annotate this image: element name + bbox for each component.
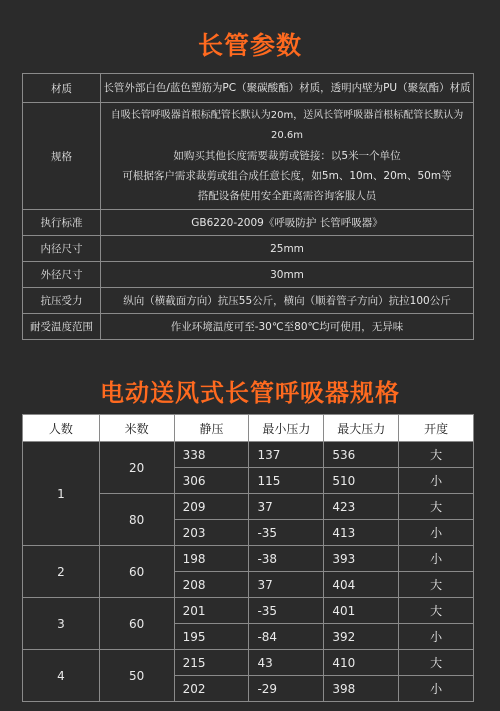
- opening-cell: 小: [399, 468, 474, 494]
- spec-row: [23, 288, 474, 314]
- static-cell: 202: [174, 676, 249, 702]
- people-cell: 3: [23, 598, 100, 650]
- spec-key: 耐受温度范围: [23, 314, 101, 340]
- min-cell: 37: [249, 572, 324, 598]
- opening-cell: 大: [399, 598, 474, 624]
- spec-row: [23, 314, 474, 340]
- min-cell: -35: [249, 520, 324, 546]
- table-row: [23, 650, 474, 676]
- spec-value: [101, 74, 474, 103]
- max-cell: 536: [324, 442, 399, 468]
- static-cell: 201: [174, 598, 249, 624]
- opening-cell: 大: [399, 572, 474, 598]
- static-cell: 198: [174, 546, 249, 572]
- col-header-max-pressure: 最大压力: [324, 415, 399, 442]
- spec-line: 搭配设备使用安全距离需咨询客服人员: [197, 190, 377, 202]
- spec-row: [23, 236, 474, 262]
- spec-value: [101, 314, 474, 340]
- spec-key: 材质: [23, 74, 101, 103]
- people-cell: 2: [23, 546, 100, 598]
- table-row: [23, 546, 474, 572]
- static-cell: 306: [174, 468, 249, 494]
- spec-line: 纵向（横截面方向）抗压55公斤，横向（顺着管子方向）抗拉100公斤: [123, 294, 451, 307]
- max-cell: 510: [324, 468, 399, 494]
- blower-spec-table: [22, 414, 474, 702]
- min-cell: -84: [249, 624, 324, 650]
- static-cell: 215: [174, 650, 249, 676]
- spec-line: 长管外部白色/蓝色塑筋为PC（聚碳酸酯）材质，透明内壁为PU（聚氨酯）材质: [103, 82, 471, 94]
- spec-key: 规格: [23, 103, 101, 210]
- hose-parameters-table: [22, 73, 474, 340]
- opening-cell: 大: [399, 442, 474, 468]
- max-cell: 423: [324, 494, 399, 520]
- spec-key: 执行标准: [23, 210, 101, 236]
- opening-cell: 大: [399, 494, 474, 520]
- spec-line: 25mm: [270, 242, 304, 255]
- blower-spec-title: 电动送风式长管呼吸器规格: [100, 379, 400, 407]
- meters-cell: 60: [99, 598, 174, 650]
- meters-cell: 60: [99, 546, 174, 598]
- min-cell: -29: [249, 676, 324, 702]
- max-cell: 413: [324, 520, 399, 546]
- col-header-people: 人数: [23, 415, 100, 442]
- spec-line: 作业环境温度可至-30℃至80℃均可使用，无异味: [170, 320, 404, 333]
- hose-parameters-title: 长管参数: [197, 31, 302, 60]
- max-cell: 393: [324, 546, 399, 572]
- spec-line: 30mm: [270, 268, 304, 281]
- spec-value: [101, 210, 474, 236]
- spec-value: [101, 288, 474, 314]
- spec-line: GB6220-2009《呼吸防护 长管呼吸器》: [191, 216, 383, 229]
- meters-cell: 80: [99, 494, 174, 546]
- min-cell: 137: [249, 442, 324, 468]
- col-header-opening: 开度: [399, 415, 474, 442]
- spec-line: 可根据客户需求裁剪或组合成任意长度，如5m、10m、20m、50m等: [122, 170, 452, 182]
- min-cell: -38: [249, 546, 324, 572]
- spec-row: [23, 210, 474, 236]
- static-cell: 208: [174, 572, 249, 598]
- spec-value: [101, 103, 474, 210]
- static-cell: 195: [174, 624, 249, 650]
- static-cell: 203: [174, 520, 249, 546]
- static-cell: 338: [174, 442, 249, 468]
- opening-cell: 小: [399, 624, 474, 650]
- spec-row: [23, 103, 474, 210]
- meters-cell: 50: [99, 650, 174, 702]
- spec-key: 外径尺寸: [23, 262, 101, 288]
- col-header-min-pressure: 最小压力: [249, 415, 324, 442]
- max-cell: 410: [324, 650, 399, 676]
- col-header-static-pressure: 静压: [174, 415, 249, 442]
- table-row: [23, 598, 474, 624]
- people-cell: 1: [23, 442, 100, 546]
- spec-key: 内径尺寸: [23, 236, 101, 262]
- opening-cell: 大: [399, 650, 474, 676]
- max-cell: 404: [324, 572, 399, 598]
- spec-key: 抗压受力: [23, 288, 101, 314]
- opening-cell: 小: [399, 676, 474, 702]
- table-row: [23, 442, 474, 468]
- col-header-meters: 米数: [99, 415, 174, 442]
- opening-cell: 小: [399, 520, 474, 546]
- min-cell: 37: [249, 494, 324, 520]
- meters-cell: 20: [99, 442, 174, 494]
- spec-value: [101, 262, 474, 288]
- people-cell: 4: [23, 650, 100, 702]
- static-cell: 209: [174, 494, 249, 520]
- max-cell: 398: [324, 676, 399, 702]
- min-cell: -35: [249, 598, 324, 624]
- spec-value: [101, 236, 474, 262]
- spec-line: 自吸长管呼吸器首根标配管长默认为20m，送风长管呼吸器首根标配管长默认为20.6m: [110, 110, 464, 141]
- spec-row: [23, 262, 474, 288]
- spec-line: 如购买其他长度需要裁剪或链接：以5米一个单位: [173, 150, 401, 162]
- opening-cell: 小: [399, 546, 474, 572]
- max-cell: 401: [324, 598, 399, 624]
- min-cell: 115: [249, 468, 324, 494]
- spec-row: [23, 74, 474, 103]
- max-cell: 392: [324, 624, 399, 650]
- table-header-row: [23, 415, 474, 442]
- min-cell: 43: [249, 650, 324, 676]
